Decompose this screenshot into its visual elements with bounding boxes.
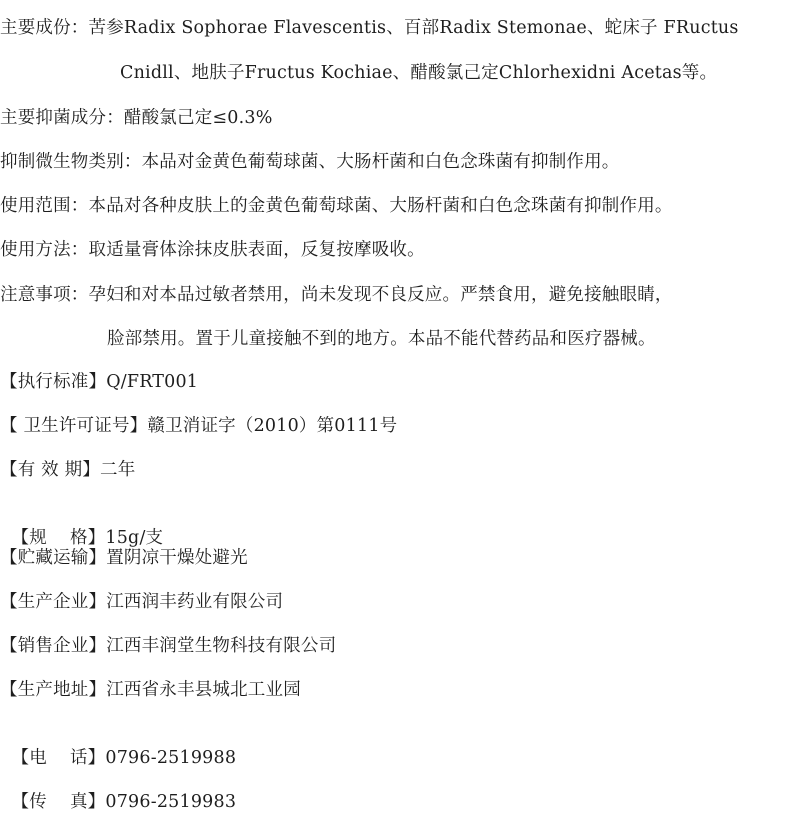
field-row bbox=[0, 722, 236, 770]
field-value-validity: 二年 bbox=[100, 460, 136, 480]
field-value-spec: 15g/支 bbox=[105, 528, 164, 548]
notes-line-2 bbox=[107, 327, 656, 351]
microbes-line bbox=[0, 150, 620, 174]
scope-label: 使用范围： bbox=[0, 196, 89, 216]
notes-value-1: 孕妇和对本品过敏者禁用，尚未发现不良反应。严禁食用，避免接触眼睛， bbox=[88, 285, 673, 305]
field-value-license: 赣卫消证字（2010）第0111号 bbox=[147, 416, 398, 436]
usage-value: 取适量膏体涂抹皮肤表面，反复按摩吸收。 bbox=[88, 240, 425, 260]
field-value-address: 江西省永丰县城北工业园 bbox=[106, 680, 301, 700]
field-label-storage: 【贮藏运输】 bbox=[0, 548, 107, 568]
scope-line bbox=[0, 194, 673, 218]
field-value-phone: 0796-2519988 bbox=[105, 748, 237, 768]
microbes-label: 抑制微生物类别： bbox=[0, 152, 142, 172]
field-value-storage: 置阴凉干燥处避光 bbox=[106, 548, 248, 568]
ingredients-line-2 bbox=[120, 61, 717, 85]
field-label-phone: 【电 话】 bbox=[11, 748, 106, 768]
field-row bbox=[0, 414, 397, 438]
field-row bbox=[0, 590, 283, 614]
field-label-address: 【生产地址】 bbox=[0, 680, 107, 700]
scope-value: 本品对各种皮肤上的金黄色葡萄球菌、大肠杆菌和白色念珠菌有抑制作用。 bbox=[88, 196, 673, 216]
field-row bbox=[0, 370, 198, 394]
usage-line bbox=[0, 238, 425, 262]
field-row bbox=[0, 546, 248, 570]
field-value-fax: 0796-2519983 bbox=[105, 792, 237, 812]
field-label-license: 【 卫生许可证号】 bbox=[0, 416, 148, 436]
field-label-standard: 【执行标准】 bbox=[0, 372, 107, 392]
ingredients-label: 主要成份： bbox=[0, 18, 89, 38]
ingredients-value-1: 苦参Radix Sophorae Flavescentis、百部Radix Stemonae、蛇床子 FRuctus bbox=[88, 18, 739, 38]
field-label-fax: 【传 真】 bbox=[11, 792, 106, 812]
ingredients-value-2: Cnidll、地肤子Fructus Kochiae、醋酸氯己定Chlorhexidni Acetas等。 bbox=[120, 63, 718, 83]
field-row bbox=[0, 766, 236, 814]
field-value-manufacturer: 江西润丰药业有限公司 bbox=[106, 592, 284, 612]
notes-line-1 bbox=[0, 283, 673, 307]
antibacterial-label: 主要抑菌成分： bbox=[0, 108, 124, 128]
field-row bbox=[0, 502, 163, 550]
ingredients-line-1 bbox=[0, 16, 739, 40]
notes-label: 注意事项： bbox=[0, 285, 89, 305]
field-label-manufacturer: 【生产企业】 bbox=[0, 592, 107, 612]
antibacterial-line bbox=[0, 106, 273, 130]
field-value-standard: Q/FRT001 bbox=[106, 372, 199, 392]
field-label-spec: 【规 格】 bbox=[11, 528, 106, 548]
field-label-validity: 【有 效 期】 bbox=[0, 460, 101, 480]
field-label-distributor: 【销售企业】 bbox=[0, 636, 107, 656]
field-row bbox=[0, 634, 336, 658]
field-row bbox=[0, 678, 301, 702]
usage-label: 使用方法： bbox=[0, 240, 89, 260]
notes-value-2: 脸部禁用。置于儿童接触不到的地方。本品不能代替药品和医疗器械。 bbox=[107, 329, 656, 349]
field-row bbox=[0, 458, 135, 482]
microbes-value: 本品对金黄色葡萄球菌、大肠杆菌和白色念珠菌有抑制作用。 bbox=[141, 152, 620, 172]
antibacterial-value: 醋酸氯己定≤0.3% bbox=[123, 108, 273, 128]
field-value-distributor: 江西丰润堂生物科技有限公司 bbox=[106, 636, 337, 656]
